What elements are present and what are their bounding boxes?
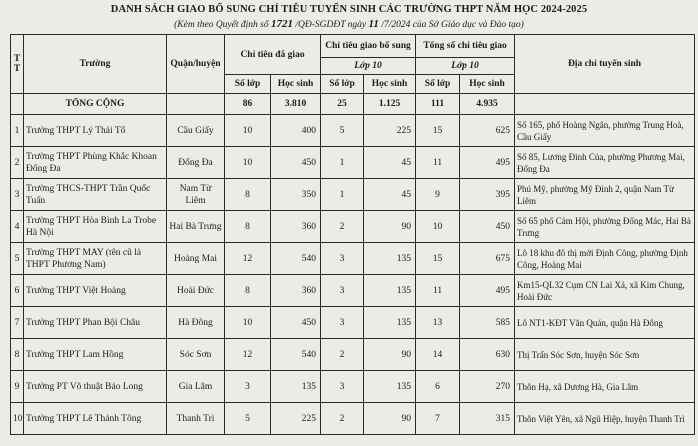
row-total-classes: 6 — [416, 371, 460, 403]
document-title: DANH SÁCH GIAO BỔ SUNG CHỈ TIÊU TUYỂN SINH CÁC TRƯỜNG THPT NĂM HỌC 2024-2025 — [110, 4, 588, 15]
row-district: Gia Lâm — [167, 371, 225, 403]
row-assigned-classes: 8 — [225, 179, 271, 211]
header-total: Tổng số chỉ tiêu giao — [416, 35, 515, 58]
row-total-classes: 10 — [416, 211, 460, 243]
row-supp-students: 45 — [364, 147, 416, 179]
header-address: Địa chỉ tuyển sinh — [515, 35, 695, 94]
row-supp-students: 135 — [364, 243, 416, 275]
total-supp-students: 1.125 — [364, 94, 416, 115]
row-total-students: 395 — [460, 179, 515, 211]
row-district: Đống Đa — [167, 147, 225, 179]
row-total-classes: 15 — [416, 115, 460, 147]
header-supp-students: Học sinh — [364, 75, 416, 94]
row-supp-classes: 2 — [321, 403, 364, 435]
row-total-classes: 11 — [416, 147, 460, 179]
row-school: Trường THPT MAY (tên cũ là THPT Phương Nam) — [24, 243, 167, 275]
row-supp-students: 90 — [364, 211, 416, 243]
row-address: Phú Mỹ, phường Mỹ Đình 2, quận Nam Từ Liêm — [515, 179, 695, 211]
row-total-students: 625 — [460, 115, 515, 147]
header-assigned-classes: Số lớp — [225, 75, 271, 94]
row-supp-classes: 3 — [321, 275, 364, 307]
row-stt: 6 — [11, 275, 24, 307]
row-address: Số 165, phố Hoàng Ngân, phường Trung Hoà, Cầu Giấy — [515, 115, 695, 147]
total-assigned-classes: 86 — [225, 94, 271, 115]
row-total-classes: 13 — [416, 307, 460, 339]
row-school: Trường THPT Phùng Khắc Khoan Đống Đa — [24, 147, 167, 179]
row-total-students: 450 — [460, 211, 515, 243]
row-total-classes: 11 — [416, 275, 460, 307]
row-total-classes: 15 — [416, 243, 460, 275]
total-row — [11, 94, 695, 115]
row-assigned-students: 225 — [271, 403, 321, 435]
header-assigned-students: Học sinh — [271, 75, 321, 94]
row-stt: 7 — [11, 307, 24, 339]
row-total-students: 270 — [460, 371, 515, 403]
table-row — [11, 307, 695, 339]
row-address: Thị Trấn Sóc Sơn, huyện Sóc Sơn — [515, 339, 695, 371]
header-total-classes: Số lớp — [416, 75, 460, 94]
row-address: Lô 18 khu đô thị mới Định Công, phường Định Công, Hoàng Mai — [515, 243, 695, 275]
row-supp-students: 135 — [364, 275, 416, 307]
row-stt: 1 — [11, 115, 24, 147]
row-school: Trường THPT Lê Thánh Tông — [24, 403, 167, 435]
row-school: Trường THPT Phan Bội Châu — [24, 307, 167, 339]
table-row — [11, 179, 695, 211]
subtitle-prefix: (Kèm theo Quyết định số — [174, 20, 269, 30]
row-total-classes: 7 — [416, 403, 460, 435]
row-district: Nam Từ Liêm — [167, 179, 225, 211]
row-district: Thanh Trì — [167, 403, 225, 435]
row-address: Lô NT1-KĐT Văn Quán, quận Hà Đông — [515, 307, 695, 339]
decision-number: 1721 — [270, 18, 293, 30]
table-row — [11, 371, 695, 403]
row-district: Hai Bà Trưng — [167, 211, 225, 243]
table-row — [11, 275, 695, 307]
row-assigned-students: 360 — [271, 211, 321, 243]
table-row — [11, 339, 695, 371]
row-assigned-students: 450 — [271, 307, 321, 339]
subtitle-mid: /QĐ-SGDĐT ngày — [295, 20, 367, 30]
total-label: TỔNG CỘNG — [24, 94, 167, 115]
row-total-classes: 9 — [416, 179, 460, 211]
row-total-students: 630 — [460, 339, 515, 371]
header-total-grade10: Lớp 10 — [416, 58, 515, 75]
subtitle-suffix: /7/2024 của Sở Giáo dục và Đào tạo) — [381, 20, 524, 30]
row-stt: 8 — [11, 339, 24, 371]
row-address: Số 65 phố Cảm Hội, phường Đống Mác, Hai Bà Trưng — [515, 211, 695, 243]
row-school: Trường PT Võ thuật Bảo Long — [24, 371, 167, 403]
row-stt: 10 — [11, 403, 24, 435]
row-total-students: 495 — [460, 275, 515, 307]
header-supp-classes: Số lớp — [321, 75, 364, 94]
row-supp-students: 135 — [364, 371, 416, 403]
row-district: Cầu Giấy — [167, 115, 225, 147]
decision-day: 11 — [368, 18, 379, 30]
row-stt: 4 — [11, 211, 24, 243]
header-total-students: Học sinh — [460, 75, 515, 94]
row-assigned-students: 400 — [271, 115, 321, 147]
row-total-students: 495 — [460, 147, 515, 179]
row-supp-classes: 3 — [321, 307, 364, 339]
row-district: Hà Đông — [167, 307, 225, 339]
header-assigned: Chỉ tiêu đã giao — [225, 35, 321, 75]
total-total-classes: 111 — [416, 94, 460, 115]
table-row — [11, 147, 695, 179]
row-district: Hoàng Mai — [167, 243, 225, 275]
row-total-students: 675 — [460, 243, 515, 275]
row-school: Trường THPT Hòa Bình La Trobe Hà Nội — [24, 211, 167, 243]
row-district: Hoài Đức — [167, 275, 225, 307]
row-assigned-classes: 8 — [225, 211, 271, 243]
row-assigned-classes: 12 — [225, 339, 271, 371]
table-row — [11, 243, 695, 275]
header-supplement: Chỉ tiêu giao bổ sung — [321, 35, 416, 58]
row-assigned-classes: 10 — [225, 147, 271, 179]
row-assigned-classes: 5 — [225, 403, 271, 435]
row-supp-classes: 2 — [321, 339, 364, 371]
total-assigned-students: 3.810 — [271, 94, 321, 115]
row-address: Số 85, Lương Đình Của, phường Phương Mai, Đống Đa — [515, 147, 695, 179]
row-school: Trường THPT Lam Hồng — [24, 339, 167, 371]
table-row — [11, 115, 695, 147]
row-supp-students: 90 — [364, 403, 416, 435]
header-district: Quận/huyện — [167, 35, 225, 94]
header-supp-grade10: Lớp 10 — [321, 58, 416, 75]
row-assigned-students: 540 — [271, 243, 321, 275]
table-row — [11, 403, 695, 435]
row-assigned-students: 135 — [271, 371, 321, 403]
row-assigned-classes: 12 — [225, 243, 271, 275]
row-supp-classes: 1 — [321, 147, 364, 179]
row-assigned-students: 360 — [271, 275, 321, 307]
row-stt: 3 — [11, 179, 24, 211]
row-address: Thôn Việt Yên, xã Ngũ Hiệp, huyện Thanh Trì — [515, 403, 695, 435]
row-address: Km15-QL32 Cụm CN Lai Xá, xã Kim Chung, Hoài Đức — [515, 275, 695, 307]
row-assigned-students: 350 — [271, 179, 321, 211]
total-total-students: 4.935 — [460, 94, 515, 115]
row-address: Thôn Hạ, xã Dương Hà, Gia Lâm — [515, 371, 695, 403]
row-supp-classes: 3 — [321, 243, 364, 275]
row-school: Trường THPT Lý Thái Tổ — [24, 115, 167, 147]
row-total-classes: 14 — [416, 339, 460, 371]
row-assigned-classes: 3 — [225, 371, 271, 403]
row-assigned-students: 540 — [271, 339, 321, 371]
row-assigned-classes: 10 — [225, 115, 271, 147]
row-school: Trường THCS-THPT Trần Quốc Tuấn — [24, 179, 167, 211]
row-supp-students: 135 — [364, 307, 416, 339]
row-supp-students: 90 — [364, 339, 416, 371]
header-school: Trường — [24, 35, 167, 94]
header-stt: T T — [11, 35, 24, 94]
row-supp-students: 45 — [364, 179, 416, 211]
row-stt: 9 — [11, 371, 24, 403]
row-supp-classes: 3 — [321, 371, 364, 403]
row-total-students: 315 — [460, 403, 515, 435]
row-school: Trường THPT Việt Hoàng — [24, 275, 167, 307]
row-supp-classes: 1 — [321, 179, 364, 211]
row-supp-classes: 5 — [321, 115, 364, 147]
row-district: Sóc Sơn — [167, 339, 225, 371]
row-stt: 2 — [11, 147, 24, 179]
row-supp-students: 225 — [364, 115, 416, 147]
row-assigned-classes: 10 — [225, 307, 271, 339]
document-subtitle — [0, 18, 698, 30]
row-assigned-classes: 8 — [225, 275, 271, 307]
row-total-students: 585 — [460, 307, 515, 339]
row-assigned-students: 450 — [271, 147, 321, 179]
row-supp-classes: 2 — [321, 211, 364, 243]
total-supp-classes: 25 — [321, 94, 364, 115]
row-stt: 5 — [11, 243, 24, 275]
table-row — [11, 211, 695, 243]
quota-table — [10, 34, 695, 435]
